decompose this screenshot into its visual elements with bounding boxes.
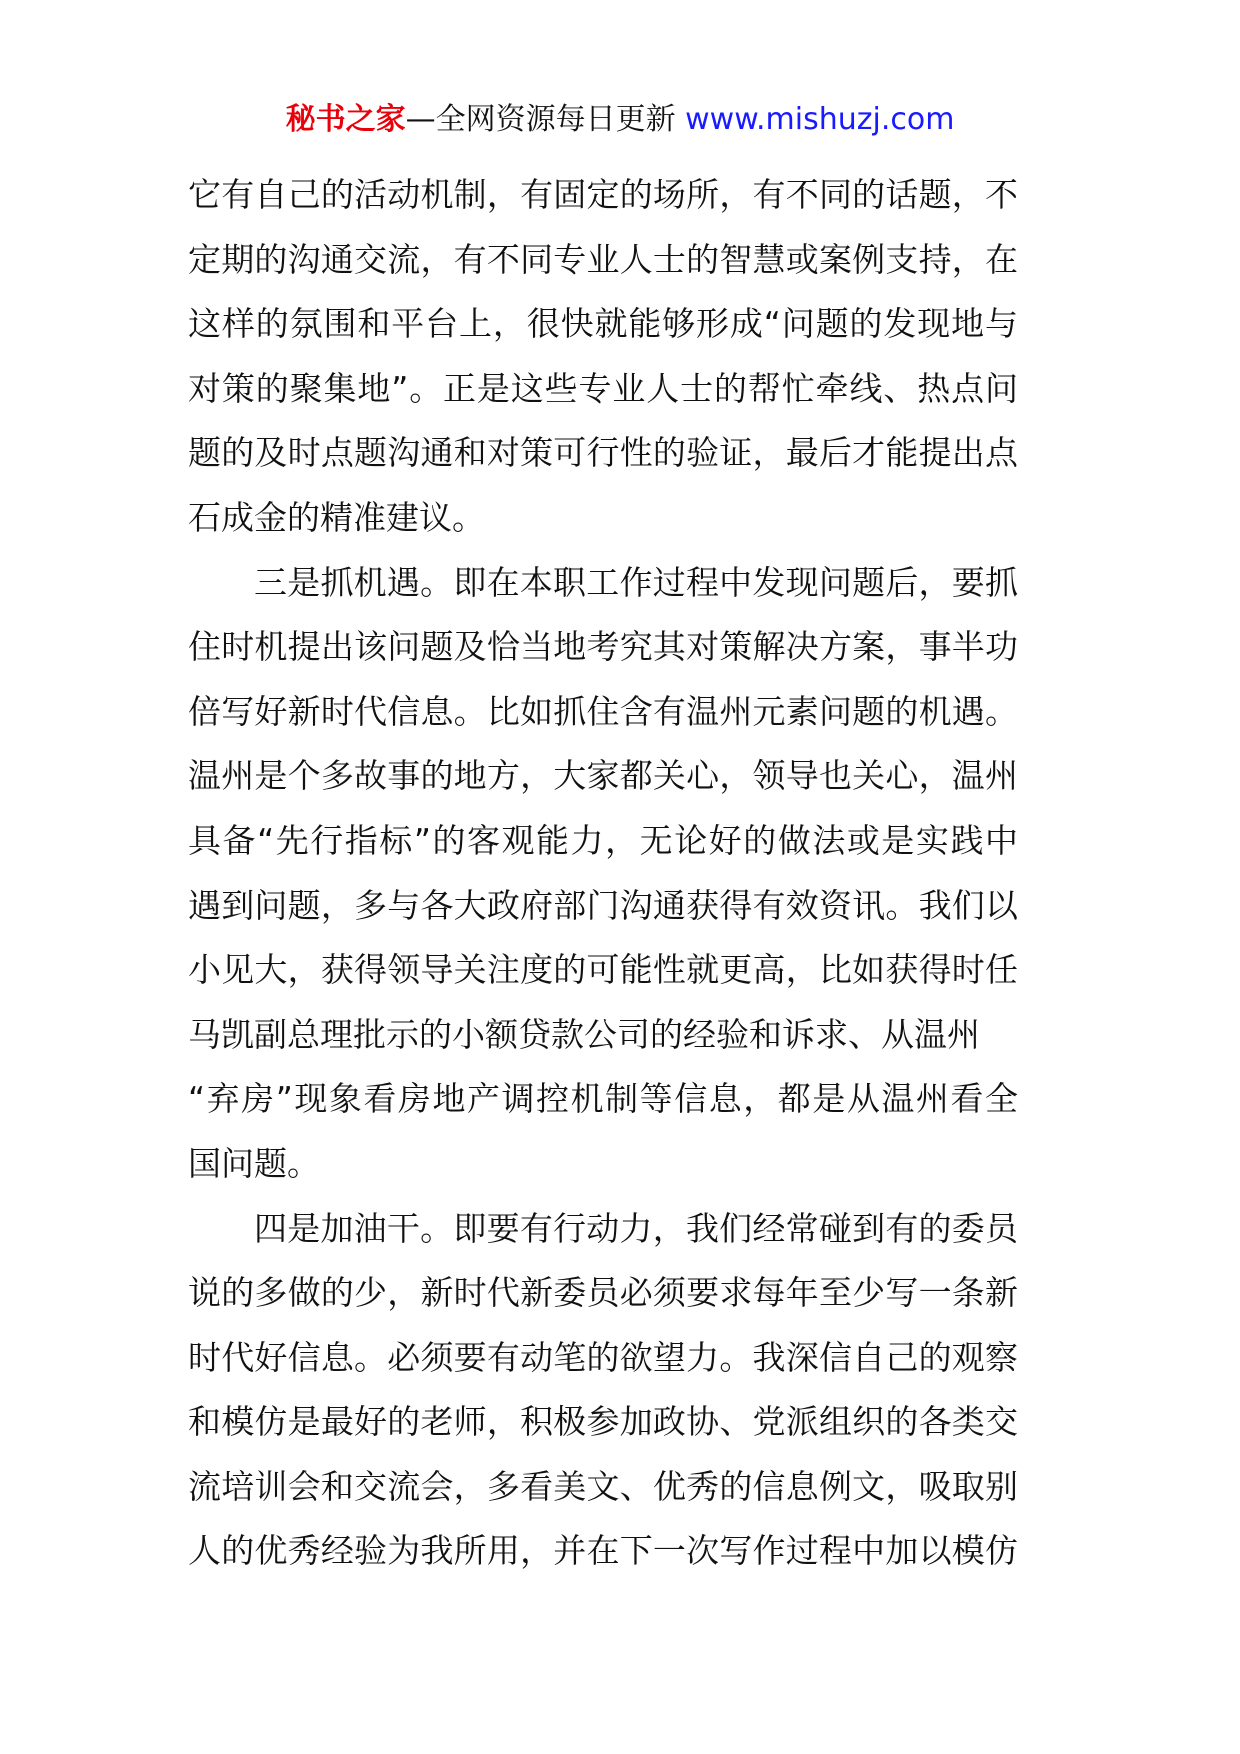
text-line: 说的多做的少，新时代新委员必须要求每年至少写一条新	[188, 1273, 1018, 1313]
text-line: 四是加油干。即要有行动力，我们经常碰到有的委员	[254, 1208, 1018, 1248]
site-brand: 秘书之家	[285, 102, 406, 137]
text-line: 定期的沟通交流，有不同专业人士的智慧或案例支持，在	[188, 239, 1018, 279]
site-url-link[interactable]: www.mishuzj.com	[685, 102, 955, 137]
document-body	[188, 163, 1018, 1584]
text-line: 温州是个多故事的地方，大家都关心，领导也关心，温州	[188, 756, 1018, 796]
text-line: 题的及时点题沟通和对策可行性的验证，最后才能提出点	[188, 433, 1018, 473]
text-line: 石成金的精准建议。	[188, 497, 485, 537]
site-header	[0, 98, 1240, 142]
text-line: 马凯副总理批示的小额贷款公司的经验和诉求、从温州	[188, 1014, 980, 1054]
text-line: 人的优秀经验为我所用，并在下一次写作过程中加以模仿	[188, 1531, 1018, 1571]
text-line: 小见大，获得领导关注度的可能性就更高，比如获得时任	[188, 950, 1018, 990]
text-line: 和模仿是最好的老师，积极参加政协、党派组织的各类交	[188, 1402, 1018, 1442]
paragraph	[188, 163, 1018, 551]
text-line: 时代好信息。必须要有动笔的欲望力。我深信自己的观察	[188, 1337, 1018, 1377]
paragraph	[188, 1197, 1018, 1585]
text-line: 三是抓机遇。即在本职工作过程中发现问题后，要抓	[254, 562, 1018, 602]
text-line: 具备“先行指标”的客观能力，无论好的做法或是实践中	[188, 820, 1018, 860]
site-tagline: —全网资源每日更新	[405, 102, 676, 137]
text-line: 住时机提出该问题及恰当地考究其对策解决方案，事半功	[188, 627, 1018, 667]
text-line: 流培训会和交流会，多看美文、优秀的信息例文，吸取别	[188, 1466, 1018, 1506]
text-line: 国问题。	[188, 1143, 320, 1183]
text-line: 这样的氛围和平台上，很快就能够形成“问题的发现地与	[188, 304, 1018, 344]
text-line: 倍写好新时代信息。比如抓住含有温州元素问题的机遇。	[188, 691, 1018, 731]
paragraph	[188, 551, 1018, 1197]
text-line: 它有自己的活动机制，有固定的场所，有不同的话题，不	[188, 175, 1018, 214]
text-line: 遇到问题，多与各大政府部门沟通获得有效资讯。我们以	[188, 885, 1018, 925]
text-line: “弃房”现象看房地产调控机制等信息，都是从温州看全	[188, 1079, 1018, 1119]
text-line: 对策的聚集地”。正是这些专业人士的帮忙牵线、热点问	[188, 368, 1018, 408]
